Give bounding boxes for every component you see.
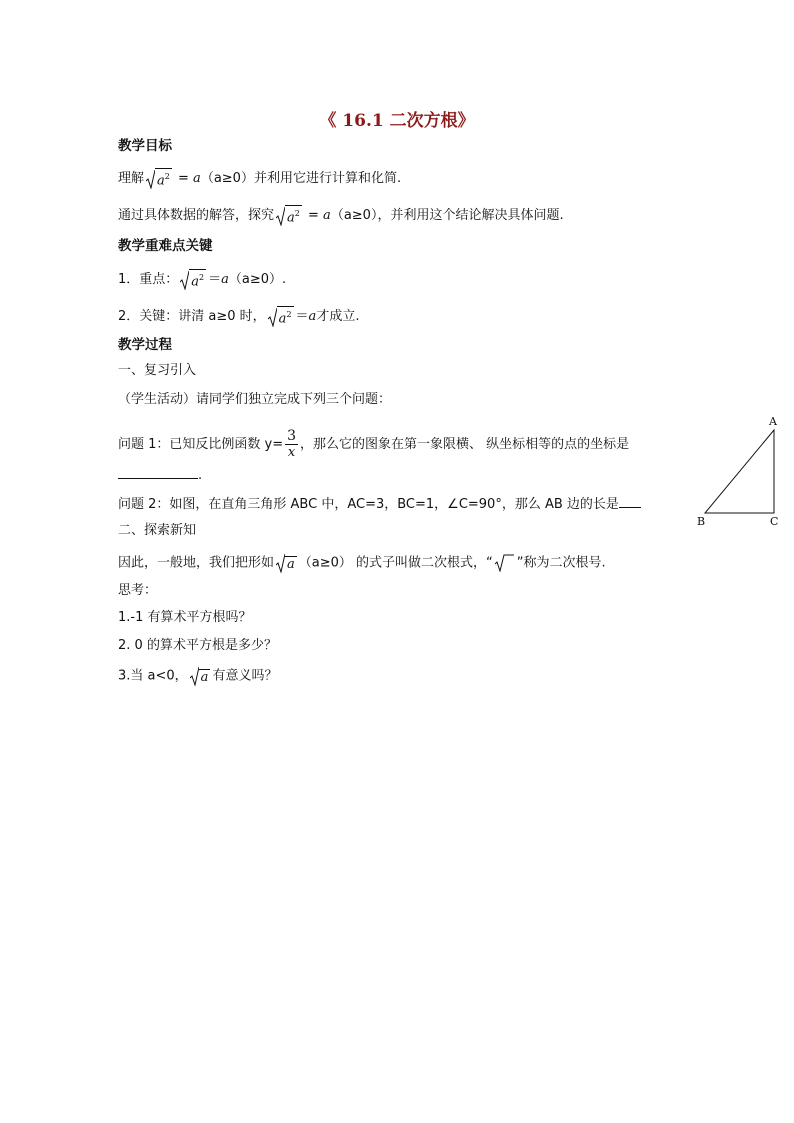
page-title: 《 16.1 二次方根》 — [319, 111, 475, 131]
sqrt-expression: a — [276, 553, 297, 573]
problem-1-answer: . — [118, 466, 202, 486]
goal-1-text: 理解 — [118, 171, 145, 187]
sqrt-expression: $a^2$ — [268, 306, 294, 327]
sqrt-expression: a — [190, 666, 211, 686]
question-3: 3.当 a<0， a 有意义吗？ — [118, 666, 277, 687]
goal-2-text: 通过具体数据的解答，探究 — [118, 208, 275, 224]
fraction-3-over-x: $\frac{3}{x}$ — [287, 428, 297, 460]
question-2: 2. 0 的算术平方根是多少？ — [118, 638, 277, 653]
radical-sign-icon — [495, 554, 515, 572]
answer-blank[interactable] — [118, 466, 198, 479]
sqrt-expression: $a^2$ — [276, 205, 302, 226]
explore-heading: 二、探索新知 — [118, 523, 197, 538]
question-1: 1.-1 有算术平方根吗？ — [118, 610, 252, 625]
review-heading: 一、复习引入 — [118, 363, 197, 378]
sqrt-expression: $a^2$ — [180, 269, 206, 290]
key-heading: 教学重难点关键 — [118, 238, 213, 254]
think-label: 思考： — [118, 583, 158, 598]
vertex-label-c: C — [770, 515, 779, 528]
vertex-label-b: B — [697, 515, 706, 528]
activity-text: （学生活动）请同学们独立完成下列三个问题： — [118, 392, 392, 407]
right-triangle-figure — [690, 412, 790, 532]
triangle-svg — [690, 412, 790, 532]
key-point-2: 2．关键：讲清 a≥0 时， $a^2$ ＝a才成立. — [118, 306, 359, 327]
key-point-1: 1．重点： $a^2$ ＝a（a≥0）. — [118, 269, 286, 290]
goal-1: 理解 $a^2$ = a（a≥0）并利用它进行计算和化简. — [118, 168, 401, 189]
sqrt-expression: $a^2$ — [146, 168, 172, 189]
problem-2: 问题 2：如图，在直角三角形 ABC 中，AC=3，BC=1，∠C=90°，那么 AB 边的长是 — [118, 495, 641, 515]
answer-blank[interactable] — [619, 495, 641, 508]
goals-heading: 教学目标 — [118, 138, 172, 154]
process-heading: 教学过程 — [118, 337, 172, 353]
goal-2: 通过具体数据的解答，探究 $a^2$ = a（a≥0），并利用这个结论解决具体问题. — [118, 205, 564, 226]
problem-1: 问题 1：已知反比例函数 y= $\frac{3}{x}$ ，那么它的图象在第一象限横、 纵坐标相等的点的坐标是 — [118, 428, 630, 460]
definition-text: 因此，一般地，我们把形如 a （a≥0） 的式子叫做二次根式，“ ”称为二次根号. — [118, 553, 606, 574]
vertex-label-a: A — [769, 415, 777, 428]
